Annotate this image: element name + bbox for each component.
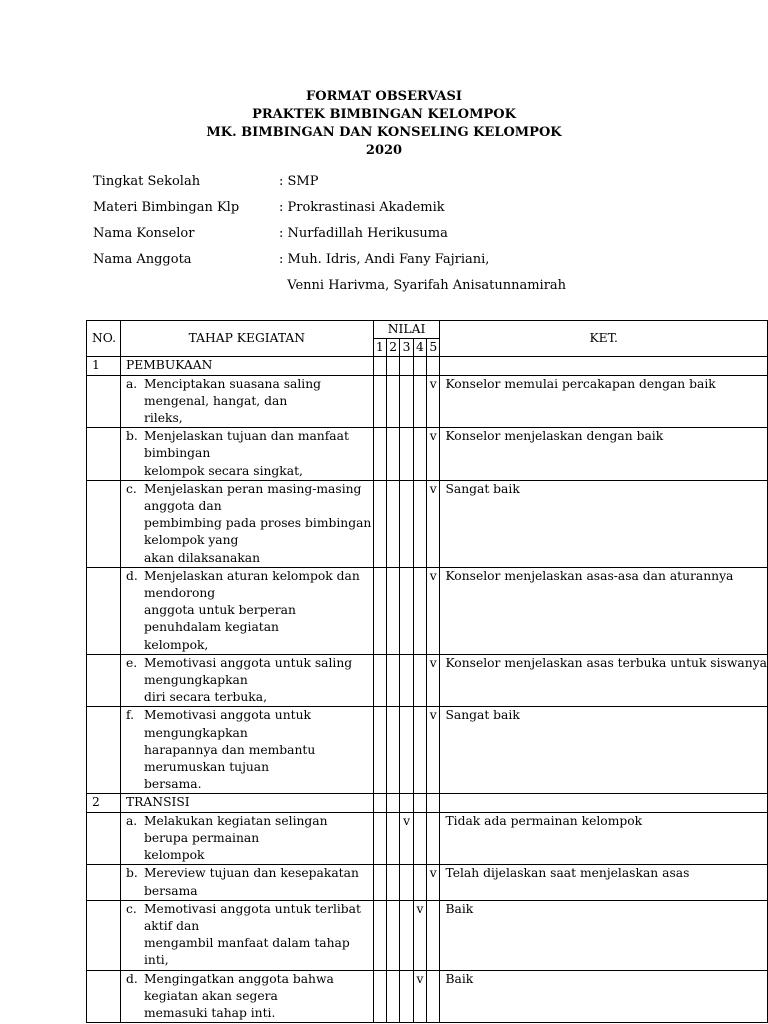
header-score-4: 4 <box>413 339 426 357</box>
title-line-2: PRAKTEK BIMBINGAN KELOMPOK <box>252 107 516 122</box>
check-mark: v <box>429 708 437 723</box>
score-cell-1 <box>373 428 386 481</box>
activity-item <box>126 376 373 428</box>
check-mark: v <box>416 901 424 916</box>
activity-letter: b. <box>125 866 138 881</box>
activity-row <box>87 375 768 428</box>
score-cell-5 <box>427 428 440 481</box>
score-cell-3 <box>400 567 413 654</box>
score-cell-2 <box>387 900 400 970</box>
header-score-2: 2 <box>387 339 400 357</box>
score-cell-5 <box>427 567 440 654</box>
score-cell-2 <box>387 654 400 707</box>
score-cell-4 <box>413 812 426 865</box>
score-cell-5 <box>427 654 440 707</box>
activity-item <box>126 481 373 567</box>
info-label: Materi Bimbingan Klp <box>93 200 240 215</box>
no-cell <box>87 375 121 428</box>
check-mark: v <box>429 568 437 583</box>
header-score-1: 1 <box>373 339 386 357</box>
document-title <box>0 88 768 160</box>
score-cell-2 <box>387 480 400 567</box>
score-cell-5 <box>427 812 440 865</box>
score-cell-1 <box>373 567 386 654</box>
ket-cell: Konselor memulai percakapan dengan baik <box>440 375 768 428</box>
score-cell <box>387 794 400 812</box>
activity-cell <box>120 480 373 567</box>
activity-letter: c. <box>125 901 137 916</box>
header-row <box>87 321 768 339</box>
score-cell-3 <box>400 865 413 900</box>
score-cell-1 <box>373 375 386 428</box>
activity-letter: e. <box>125 655 138 670</box>
activity-cell <box>120 900 373 970</box>
ket-cell: Tidak ada permainan kelompok <box>440 812 768 865</box>
score-cell <box>400 794 413 812</box>
header-tahap-kegiatan: TAHAP KEGIATAN <box>120 321 373 357</box>
check-mark: v <box>429 376 437 391</box>
ket-cell: Telah dijelaskan saat menjelaskan asas <box>440 865 768 900</box>
header-score-3: 3 <box>400 339 413 357</box>
score-cell <box>373 357 386 375</box>
activity-letter: f. <box>125 708 134 723</box>
score-cell-2 <box>387 970 400 1023</box>
activity-cell <box>120 812 373 865</box>
score-cell-3 <box>400 480 413 567</box>
score-cell-1 <box>373 900 386 970</box>
section-number: 1 <box>87 357 121 375</box>
activity-letter: b. <box>125 429 138 444</box>
score-cell-3 <box>400 654 413 707</box>
header-no: NO. <box>87 321 121 357</box>
score-cell-5 <box>427 900 440 970</box>
ket-cell: Konselor menjelaskan asas-asa dan aturannya <box>440 567 768 654</box>
check-mark: v <box>429 655 437 670</box>
section-row <box>87 794 768 812</box>
activity-text: Mereview tujuan dan kesepakatan bersama <box>143 866 359 898</box>
ket-cell: Konselor menjelaskan dengan baik <box>440 428 768 481</box>
activity-text: Memotivasi anggota untuk saling mengungkapkan diri secara terbuka, <box>143 655 353 705</box>
activity-cell <box>120 654 373 707</box>
activity-text: Melakukan kegiatan selingan berupa permainan kelompok <box>143 813 328 863</box>
info-value: : Nurfadillah Herikusuma <box>279 226 448 241</box>
section-name: PEMBUKAAN <box>120 357 373 375</box>
score-cell <box>413 357 426 375</box>
score-cell <box>427 794 440 812</box>
activity-row <box>87 654 768 707</box>
no-cell <box>87 428 121 481</box>
activity-text: Menjelaskan tujuan dan manfaat bimbingan kelompok secara singkat, <box>143 429 349 478</box>
activity-text: Mengingatkan anggota bahwa kegiatan akan segera memasuki tahap inti. <box>143 971 334 1020</box>
info-label: Nama Anggota <box>93 252 192 267</box>
header-ket: KET. <box>440 321 768 357</box>
score-cell-1 <box>373 707 386 794</box>
activity-row <box>87 865 768 900</box>
no-cell <box>87 812 121 865</box>
activity-item <box>126 655 373 707</box>
no-cell <box>87 865 121 900</box>
header-score-5: 5 <box>427 339 440 357</box>
activity-row <box>87 480 768 567</box>
score-cell-3 <box>400 970 413 1023</box>
activity-item <box>126 568 373 654</box>
score-cell-4 <box>413 970 426 1023</box>
check-mark: v <box>429 429 437 444</box>
no-cell <box>87 900 121 970</box>
activity-letter: d. <box>125 971 138 986</box>
title-line-4: 2020 <box>365 143 403 158</box>
info-value: Venni Harivma, Syarifah Anisatunnamirah <box>279 278 567 293</box>
activity-row <box>87 900 768 970</box>
score-cell-4 <box>413 865 426 900</box>
score-cell-4 <box>413 480 426 567</box>
score-cell-3 <box>400 428 413 481</box>
activity-item <box>126 428 373 480</box>
score-cell-5 <box>427 970 440 1023</box>
section-row <box>87 357 768 375</box>
info-label: Nama Konselor <box>93 226 195 241</box>
activity-row <box>87 812 768 865</box>
no-cell <box>87 707 121 794</box>
activity-row <box>87 970 768 1023</box>
no-cell <box>87 970 121 1023</box>
info-label: Tingkat Sekolah <box>93 174 201 189</box>
score-cell-1 <box>373 812 386 865</box>
score-cell <box>413 794 426 812</box>
info-value: : SMP <box>279 174 319 189</box>
check-mark: v <box>429 481 437 496</box>
no-cell <box>87 480 121 567</box>
activity-row <box>87 428 768 481</box>
ket-cell: Konselor menjelaskan asas terbuka untuk siswanya <box>440 654 768 707</box>
score-cell-1 <box>373 970 386 1023</box>
score-cell-4 <box>413 567 426 654</box>
title-line-1: FORMAT OBSERVASI <box>306 89 462 104</box>
score-cell-2 <box>387 812 400 865</box>
info-value: : Muh. Idris, Andi Fany Fajriani, <box>279 252 490 267</box>
score-cell-1 <box>373 480 386 567</box>
activity-cell <box>120 567 373 654</box>
activity-item <box>126 707 373 793</box>
score-cell-3 <box>400 900 413 970</box>
activity-letter: c. <box>125 481 137 496</box>
score-cell <box>387 357 400 375</box>
check-mark: v <box>403 813 411 828</box>
info-value: : Prokrastinasi Akademik <box>279 200 445 215</box>
activity-item <box>126 813 373 865</box>
score-cell-2 <box>387 707 400 794</box>
ket-cell <box>440 357 768 375</box>
score-cell-5 <box>427 480 440 567</box>
ket-cell: Sangat baik <box>440 480 768 567</box>
activity-letter: a. <box>125 376 138 391</box>
activity-text: Memotivasi anggota untuk terlibat aktif dan mengambil manfaat dalam tahap inti, <box>143 901 361 968</box>
activity-item <box>126 971 373 1023</box>
activity-item <box>126 901 373 970</box>
activity-letter: a. <box>125 813 138 828</box>
activity-cell <box>120 375 373 428</box>
header-nilai: NILAI <box>373 321 440 339</box>
score-cell-2 <box>387 375 400 428</box>
score-cell-4 <box>413 900 426 970</box>
check-mark: v <box>416 971 424 986</box>
score-cell-3 <box>400 812 413 865</box>
activity-cell <box>120 707 373 794</box>
activity-item <box>126 865 373 899</box>
score-cell-4 <box>413 707 426 794</box>
score-cell <box>427 357 440 375</box>
activity-text: Menjelaskan aturan kelompok dan mendorong anggota untuk berperan penuhdalam kegiatan kelompok, <box>143 568 360 652</box>
activity-row <box>87 707 768 794</box>
score-cell-1 <box>373 654 386 707</box>
activity-text: Memotivasi anggota untuk mengungkapkan harapannya dan membantu merumuskan tujuan bersama. <box>143 708 316 792</box>
activity-cell <box>120 970 373 1023</box>
score-cell-2 <box>387 865 400 900</box>
section-name: TRANSISI <box>120 794 373 812</box>
score-cell <box>400 357 413 375</box>
ket-cell <box>440 794 768 812</box>
ket-cell: Baik <box>440 900 768 970</box>
score-cell-1 <box>373 865 386 900</box>
activity-text: Menciptakan suasana saling mengenal, hangat, dan rileks, <box>143 376 321 426</box>
score-cell-5 <box>427 375 440 428</box>
no-cell <box>87 654 121 707</box>
observation-table <box>86 320 768 1023</box>
ket-cell: Baik <box>440 970 768 1023</box>
score-cell <box>373 794 386 812</box>
score-cell-3 <box>400 707 413 794</box>
activity-letter: d. <box>125 568 138 583</box>
score-cell-4 <box>413 375 426 428</box>
check-mark: v <box>429 866 437 881</box>
score-cell-3 <box>400 375 413 428</box>
score-cell-2 <box>387 567 400 654</box>
score-cell-4 <box>413 654 426 707</box>
score-cell-5 <box>427 707 440 794</box>
title-line-3: MK. BIMBINGAN DAN KONSELING KELOMPOK <box>206 125 562 140</box>
ket-cell: Sangat baik <box>440 707 768 794</box>
section-number: 2 <box>87 794 121 812</box>
score-cell-4 <box>413 428 426 481</box>
score-cell-2 <box>387 428 400 481</box>
score-cell-5 <box>427 865 440 900</box>
activity-row <box>87 567 768 654</box>
no-cell <box>87 567 121 654</box>
activity-text: Menjelaskan peran masing-masing anggota dan pembimbing pada proses bimbingan kelompok yang akan dilaksanakan <box>143 481 372 565</box>
activity-cell <box>120 428 373 481</box>
activity-cell <box>120 865 373 900</box>
